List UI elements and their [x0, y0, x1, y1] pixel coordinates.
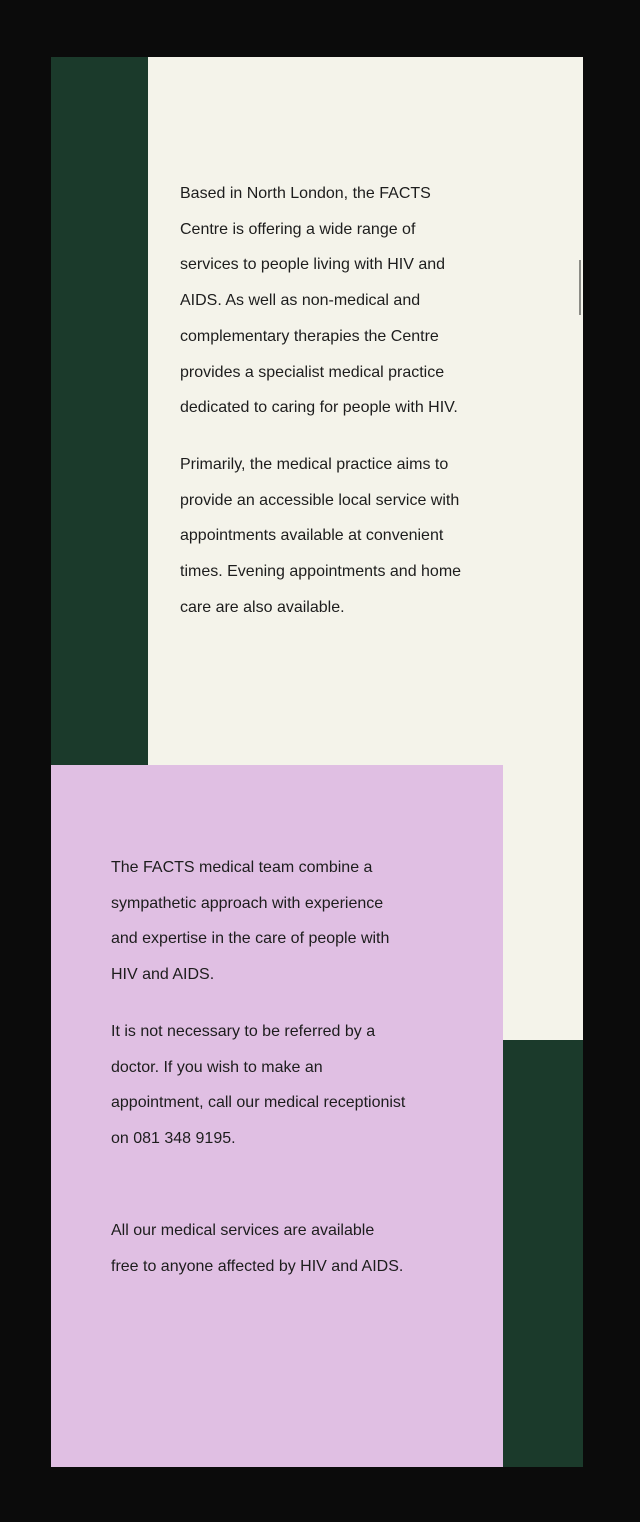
- aims-line: appointments available at convenient: [180, 527, 444, 545]
- team-line: and expertise in the care of people with: [111, 930, 390, 948]
- free-services-line: All our medical services are available: [111, 1222, 375, 1239]
- intro-line: dedicated to caring for people with HIV.: [180, 399, 458, 417]
- aims-paragraph: [180, 447, 520, 626]
- green-band-left: [51, 57, 148, 765]
- aims-line: care are also available.: [180, 598, 345, 616]
- aims-line: times. Evening appointments and home: [180, 563, 462, 581]
- intro-line: AIDS. As well as non-medical and: [180, 292, 421, 310]
- referral-line: on 081 348 9195.: [111, 1130, 236, 1148]
- aims-line: Primarily, the medical practice aims to: [180, 456, 449, 473]
- referral-line: It is not necessary to be referred by a: [111, 1023, 376, 1040]
- intro-line: Centre is offering a wide range of: [180, 220, 416, 238]
- intro-line: services to people living with HIV and: [180, 256, 446, 274]
- team-line: sympathetic approach with experience: [111, 894, 384, 912]
- referral-line: doctor. If you wish to make an: [111, 1058, 323, 1076]
- free-services-paragraph: [111, 1213, 461, 1284]
- intro-line: Based in North London, the FACTS: [180, 185, 431, 202]
- free-services-line: free to anyone affected by HIV and AIDS.: [111, 1257, 404, 1275]
- intro-line: provides a specialist medical practice: [180, 363, 445, 381]
- intro-line: complementary therapies the Centre: [180, 327, 439, 345]
- green-band-right: [500, 1040, 583, 1467]
- referral-paragraph: [111, 1014, 461, 1157]
- referral-line: appointment, call our medical receptionist: [111, 1094, 406, 1112]
- intro-paragraph: [180, 176, 520, 426]
- aims-line: provide an accessible local service with: [180, 491, 460, 509]
- fold-edge: [579, 260, 581, 315]
- team-line: The FACTS medical team combine a: [111, 859, 373, 876]
- team-line: HIV and AIDS.: [111, 966, 215, 984]
- team-paragraph: [111, 850, 461, 993]
